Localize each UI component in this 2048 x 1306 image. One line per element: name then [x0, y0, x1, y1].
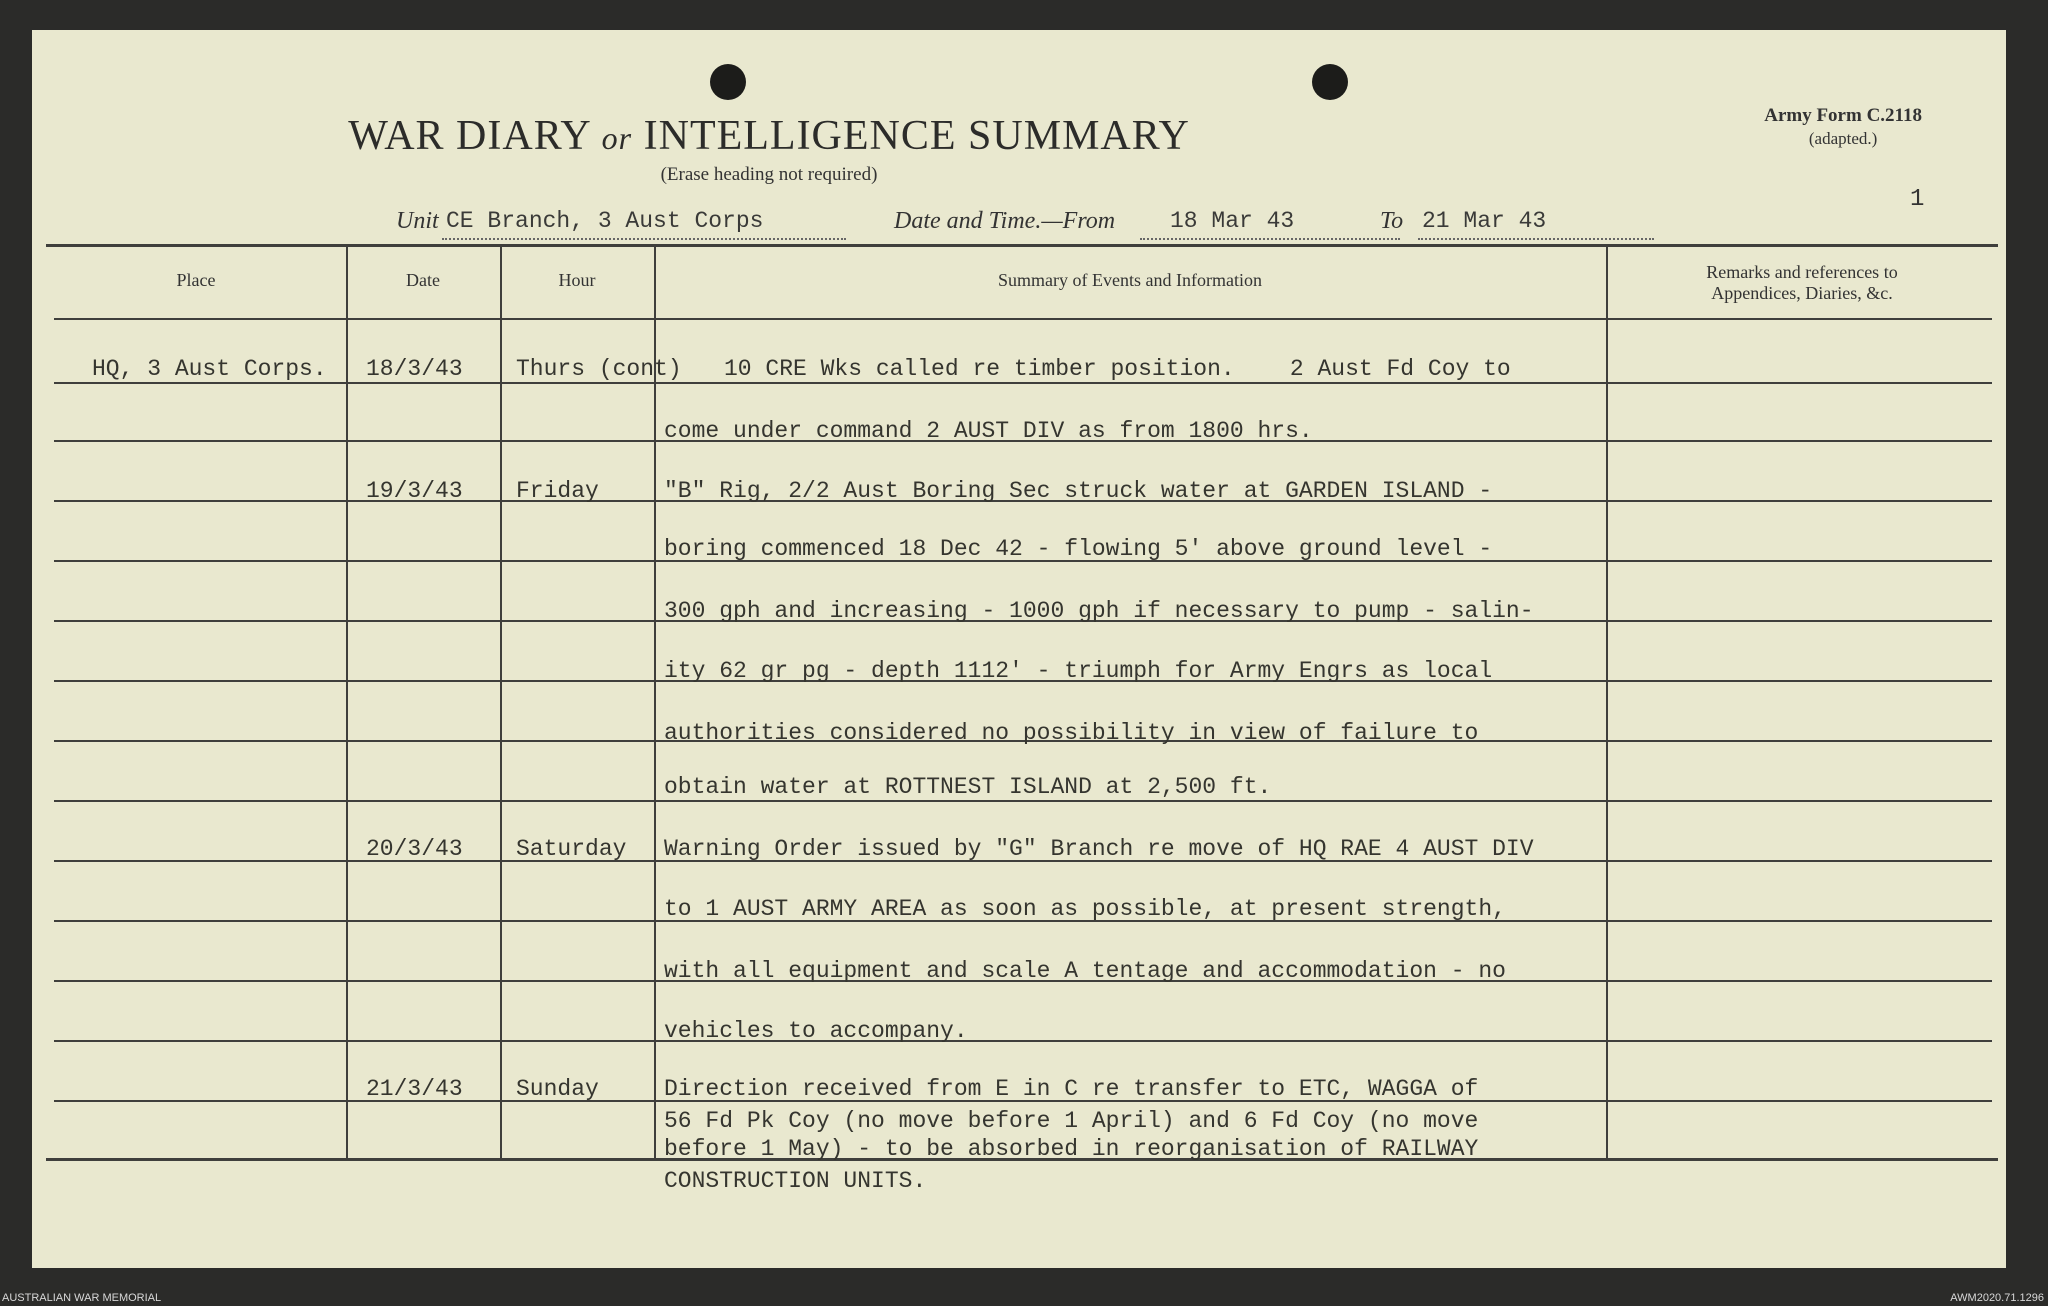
column-header-place: Place	[176, 270, 216, 290]
column-header-summary: Summary of Events and Information	[998, 270, 1262, 290]
column-header-remarks-line: Remarks and references to	[1706, 262, 1898, 282]
table-top-rule	[46, 244, 1998, 247]
unit-label: Unit	[396, 208, 439, 234]
entry-summary-line: CONSTRUCTION UNITS.	[664, 1168, 927, 1194]
entry-summary-line: "B" Rig, 2/2 Aust Boring Sec struck water at GARDEN ISLAND -	[664, 478, 1493, 504]
column-header-remarks	[1606, 262, 1998, 304]
column-header-hour: Hour	[558, 270, 596, 290]
entry-summary-line: authorities considered no possibility in view of failure to	[664, 720, 1479, 746]
punch-hole-right	[1312, 64, 1348, 100]
army-form-number: Army Form C.2118	[1764, 105, 1922, 126]
entry-hour: Sunday	[516, 1076, 599, 1102]
entry-summary-line: 300 gph and increasing - 1000 gph if necessary to pump - salin-	[664, 598, 1534, 624]
footer-catalog-number: AWM2020.71.1296	[1950, 1292, 2044, 1304]
date-to-label: To	[1380, 208, 1404, 234]
punch-hole-left	[710, 64, 746, 100]
entry-date: 19/3/43	[366, 478, 463, 504]
column-rule-date	[500, 244, 502, 1160]
unit-value: CE Branch, 3 Aust Corps	[442, 208, 846, 240]
entry-summary-line: vehicles to accompany.	[664, 1018, 968, 1044]
table-row-rule	[54, 800, 1992, 802]
entry-summary-line: before 1 May) - to be absorbed in reorganisation of RAILWAY	[664, 1136, 1479, 1162]
page-subtitle: (Erase heading not required)	[660, 164, 878, 185]
army-form-adapted: (adapted.)	[1808, 129, 1878, 148]
title-or: or	[601, 120, 633, 156]
entry-date: 20/3/43	[366, 836, 463, 862]
entry-hour: Thurs (cont)	[516, 356, 682, 382]
footer-archive-name: AUSTRALIAN WAR MEMORIAL	[2, 1292, 162, 1304]
date-from-label: Date and Time.—From	[894, 208, 1116, 234]
column-header-remarks-line: Appendices, Diaries, &c.	[1711, 283, 1893, 303]
entry-summary-line: 56 Fd Pk Coy (no move before 1 April) and 6 Fd Coy (no move	[664, 1108, 1479, 1134]
entry-summary-line: 10 CRE Wks called re timber position. 2 Aust Fd Coy to	[724, 356, 1511, 382]
army-form-label	[1764, 104, 1922, 150]
column-header-date: Date	[406, 270, 440, 290]
entry-summary-line: boring commenced 18 Dec 42 - flowing 5' above ground level -	[664, 536, 1493, 562]
date-from-value: 18 Mar 43	[1140, 208, 1400, 240]
column-rule-place	[346, 244, 348, 1160]
entry-date: 18/3/43	[366, 356, 463, 382]
table-row-rule	[54, 318, 1992, 320]
date-to-value: 21 Mar 43	[1418, 208, 1654, 240]
entry-summary-line: come under command 2 AUST DIV as from 1800 hrs.	[664, 418, 1313, 444]
entry-summary-line: Direction received from E in C re transfer to ETC, WAGGA of	[664, 1076, 1479, 1102]
entry-hour: Friday	[516, 478, 599, 504]
entry-date: 21/3/43	[366, 1076, 463, 1102]
page-title	[32, 112, 1506, 160]
table-row-rule	[54, 1040, 1992, 1042]
title-intelligence-summary: INTELLIGENCE SUMMARY	[643, 113, 1190, 159]
entry-summary-line: ity 62 gr pg - depth 1112' - triumph for Army Engrs as local	[664, 658, 1493, 684]
entry-summary-line: Warning Order issued by "G" Branch re move of HQ RAE 4 AUST DIV	[664, 836, 1534, 862]
entry-summary-line: to 1 AUST ARMY AREA as soon as possible, at present strength,	[664, 896, 1506, 922]
column-rule-summary	[1606, 244, 1608, 1160]
diary-table	[46, 244, 1998, 1194]
entry-place: HQ, 3 Aust Corps.	[92, 356, 327, 382]
entry-hour: Saturday	[516, 836, 627, 862]
title-war-diary: WAR DIARY	[348, 113, 591, 159]
entry-summary-line: with all equipment and scale A tentage and accommodation - no	[664, 958, 1506, 984]
table-row-rule	[54, 382, 1992, 384]
entry-summary-line: obtain water at ROTTNEST ISLAND at 2,500 ft.	[664, 774, 1272, 800]
page-number: 1	[1910, 186, 1925, 213]
